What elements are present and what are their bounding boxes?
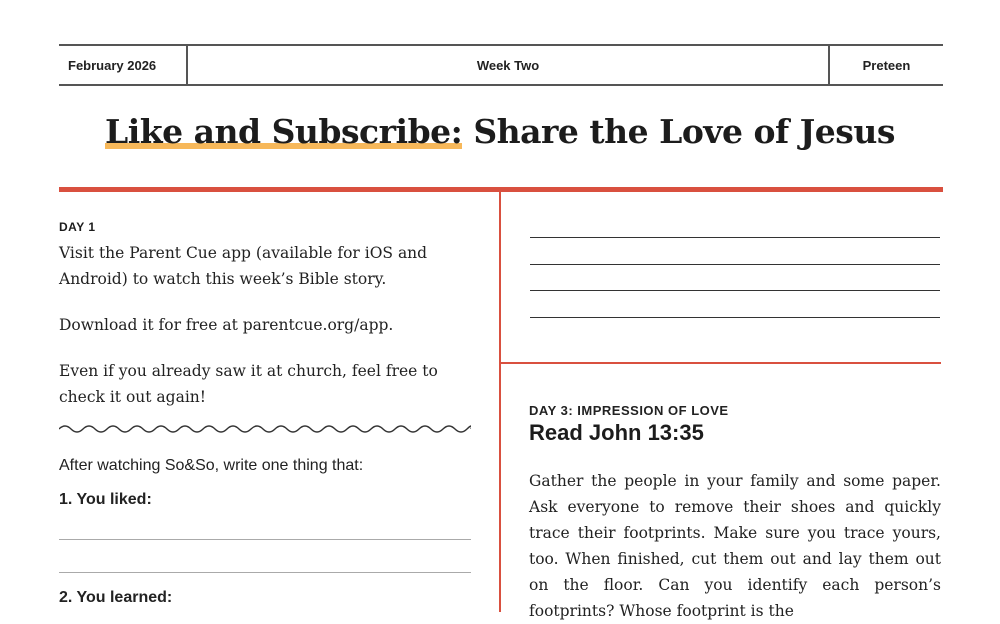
writing-line-1[interactable]	[530, 237, 940, 238]
question-liked: 1. You liked:	[59, 491, 152, 508]
day3-body: Gather the people in your family and some paper. Ask everyone to remove their shoes and quickly trace their footprints. Make sure you trace yours, too. When finished, cut them out and lay them out on the floor. Can you identify each person’s footprints? Whose footprint is the	[529, 472, 941, 620]
answer-line-liked-1[interactable]	[59, 539, 471, 540]
header-date: February 2026	[59, 46, 188, 84]
header-week: Week Two	[476, 57, 540, 73]
right-section-divider	[501, 362, 941, 364]
answer-line-liked-2[interactable]	[59, 572, 471, 573]
day3-label: DAY 3: IMPRESSION OF LOVE	[529, 403, 729, 418]
title-highlighted: Like and Subscribe:	[105, 112, 463, 151]
writing-line-4[interactable]	[530, 317, 940, 318]
day1-paragraph-2: Download it for free at parentcue.org/app.	[59, 316, 394, 334]
day3-title: Read John 13:35	[529, 420, 704, 445]
column-divider	[499, 192, 501, 612]
day1-paragraph-3: Even if you already saw it at church, feel free to check it out again!	[59, 362, 438, 406]
title-divider	[59, 187, 943, 192]
writing-line-2[interactable]	[530, 264, 940, 265]
header-audience: Preteen	[828, 46, 943, 84]
day1-label: DAY 1	[59, 220, 96, 234]
question-learned: 2. You learned:	[59, 589, 173, 606]
page-title	[0, 112, 1000, 151]
writing-line-3[interactable]	[530, 290, 940, 291]
day1-paragraph-1: Visit the Parent Cue app (available for iOS and Android) to watch this week’s Bible story.	[59, 244, 428, 288]
watch-prompt: After watching So&So, write one thing that:	[59, 457, 364, 474]
header-bar	[59, 44, 943, 86]
wavy-divider	[59, 421, 471, 437]
title-rest: Share the Love of Jesus	[462, 112, 895, 151]
